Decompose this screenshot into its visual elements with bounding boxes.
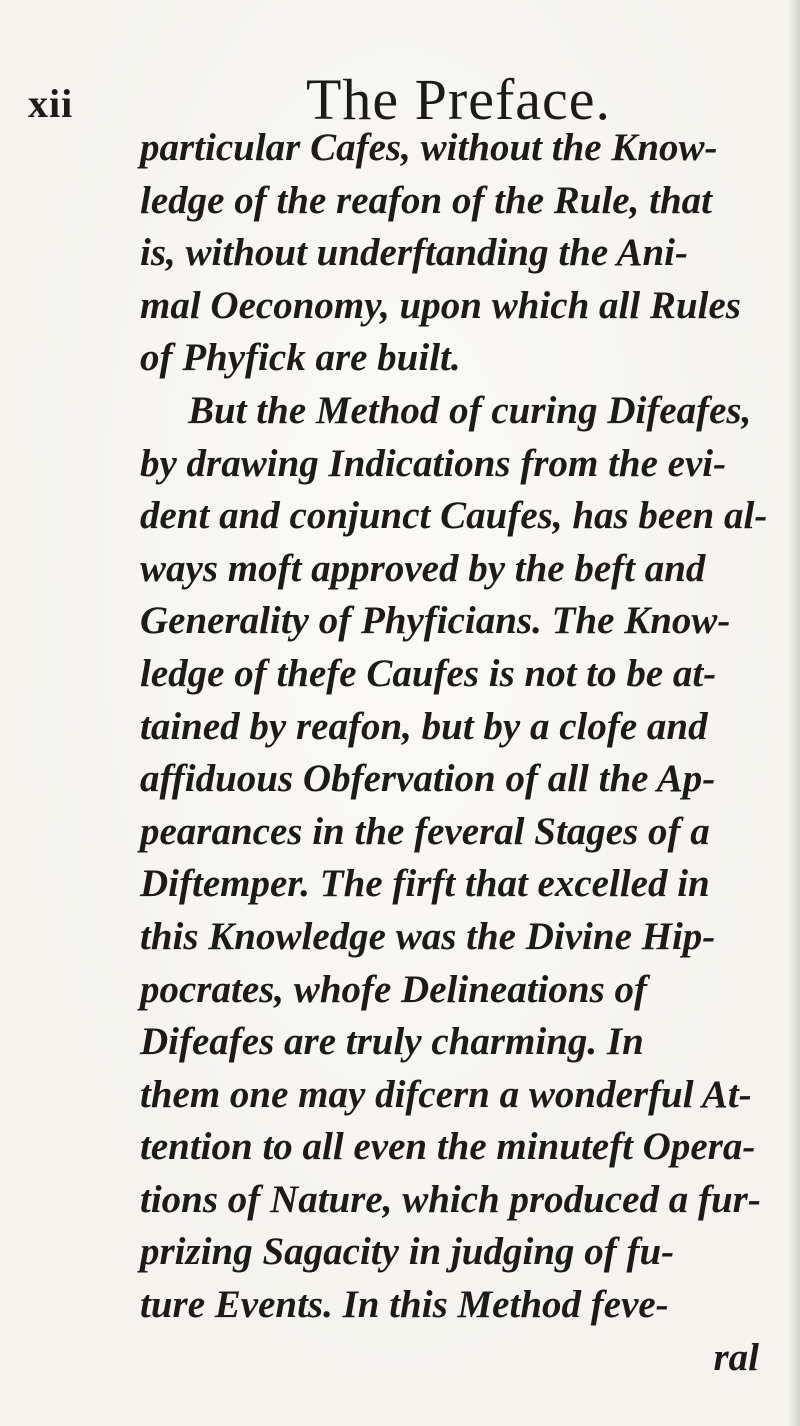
- preface-body-text: [140, 122, 795, 1384]
- text-line: Difeafes are truly charming. In: [140, 1020, 644, 1064]
- text-line: by drawing Indications from the evi-: [140, 441, 727, 485]
- text-line: of Phyfick are built.: [140, 336, 461, 380]
- text-line: is, without underftanding the Ani-: [140, 231, 688, 275]
- text-line: mal Oeconomy, upon which all Rules: [140, 283, 741, 327]
- text-line: Diftemper. The firft that excelled in: [140, 862, 710, 906]
- text-line: tention to all even the minuteft Opera-: [140, 1125, 756, 1169]
- text-line: tained by reafon, but by a clofe and: [140, 704, 708, 748]
- text-line: ledge of thefe Caufes is not to be at-: [140, 651, 717, 695]
- text-line: this Knowledge was the Divine Hip-: [140, 914, 716, 958]
- text-line: ways moft approved by the beft and: [140, 546, 706, 590]
- text-line: ture Events. In this Method feve-: [140, 1283, 669, 1327]
- page-number: xii: [28, 81, 74, 126]
- text-line: ledge of the reafon of the Rule, that: [140, 178, 712, 222]
- text-line: prizing Sagacity in judging of fu-: [140, 1230, 675, 1274]
- text-line: Generality of Phyficians. The Know-: [140, 599, 731, 643]
- text-line: pearances in the feveral Stages of a: [140, 809, 710, 853]
- catchword: ral: [713, 1335, 759, 1379]
- paragraph-start-line: But the Method of curing Difeafes,: [188, 388, 752, 432]
- text-line: them one may difcern a wonderful At-: [140, 1072, 752, 1116]
- text-line: pocrates, whofe Delineations of: [140, 967, 647, 1011]
- text-line: tions of Nature, which produced a fur-: [140, 1177, 761, 1221]
- text-line: dent and conjunct Caufes, has been al-: [140, 494, 768, 538]
- running-head: The Preface.: [306, 67, 612, 132]
- text-line: affiduous Obfervation of all the Ap-: [140, 757, 716, 801]
- text-line: particular Cafes, without the Know-: [140, 126, 718, 169]
